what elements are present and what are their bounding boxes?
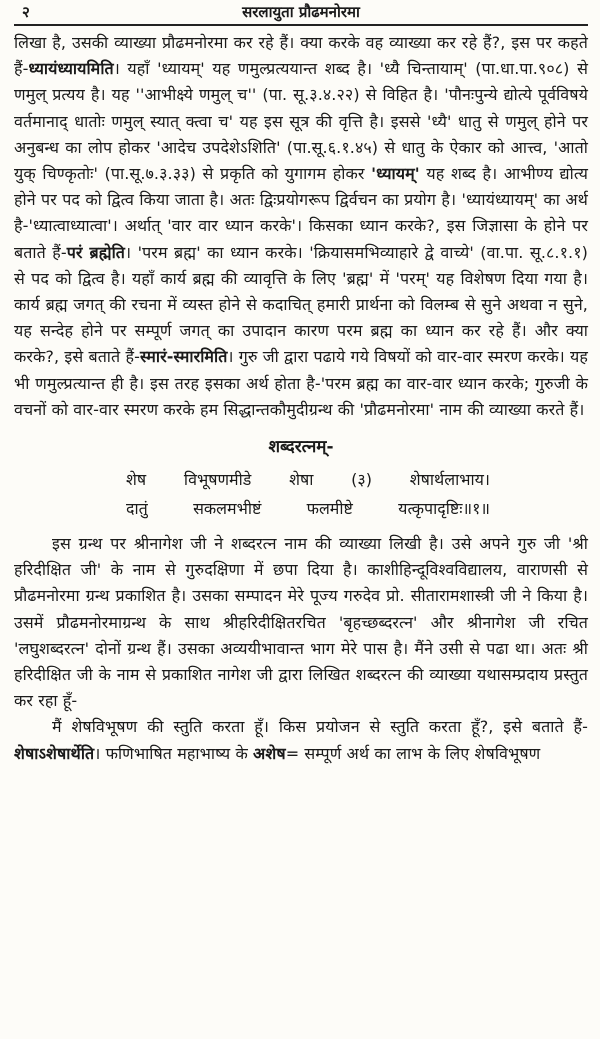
verse-word: शेषार्थलाभाय। (409, 470, 490, 490)
verse-word: फलमीष्टे (306, 499, 353, 519)
verse-word: यत्कृपादृष्टिः॥१॥ (398, 499, 490, 519)
verse-word: शेषा (289, 470, 314, 490)
text-run: । फणिभाषित महाभाष्य के (94, 743, 254, 763)
page-number: २ (22, 3, 30, 21)
text-run: यह शब्द है। आभीण्य द्योत्य होने पर पद को द्वित्व किया जाता है। अतः द्विःप्रयोगरूप द्विर्वचन का प्रयोग है। 'ध्यायंध्यायम्' का अर्थ है-'ध्यात्वाध्यात्वा'। अर्थात् 'वार वार ध्यान करके'। किसका ध्यान करके?, इस जिज्ञासा के होने पर बताते हैं- (14, 164, 588, 262)
header-rule (14, 24, 588, 26)
paragraph-commentary-3 (14, 714, 588, 766)
verse-word: दातुं (126, 499, 148, 519)
verse-word: विभूषणमीडे (183, 470, 252, 490)
bold-term: ध्यायंध्यायमिति (28, 59, 114, 79)
verse-word: (३) (351, 470, 372, 490)
section-heading: शब्दरत्नम्- (268, 437, 334, 458)
page-header (14, 0, 588, 24)
verse-block (14, 465, 588, 523)
bold-term: शेषाऽशेषार्थेति (14, 743, 95, 763)
bold-term: अशेष (253, 743, 286, 763)
text-run: । 'परम ब्रह्म' का ध्यान करके। 'क्रियासमभिव्याहारे द्वे वाच्ये' (वा.पा. सू.८.१.१) से पद को द्वित्व है। यहाँ कार्य ब्रह्म की व्यावृत्ति के लिए 'ब्रह्म' में 'परम्' यह विशेषण दिया गया है। कार्य ब्रह्म जगत् की रचना में व्यस्त होने से कदाचित् हमारी प्रार्थना को विलम्ब से सुने अथवा न सुने, यह सन्देह होने पर सम्पूर्ण जगत् का उपादान कारण परम ब्रह्म का ध्यान कर रहे हैं। और क्या करके?, इसे बताते हैं- (14, 242, 588, 367)
verse-line-1 (14, 465, 588, 494)
paragraph-commentary-2: इस ग्रन्थ पर श्रीनागेश जी ने शब्दरत्न नाम की व्याख्या लिखी है। उसे अपने गुरु जी 'श्री हरिदीक्षित जी' के नाम से गुरुदक्षिणा में छपा दिया है। काशीहिन्दूविश्वविद्यालय, वाराणसी से प्रौढमनोरमा ग्रन्थ प्रकाशित है। उसका सम्पादन मेरे पूज्य गरुदेव प्रो. सीतारामशास्त्री जी ने किया है। उसमें प्रौढमनोरमाग्रन्थ के साथ श्रीहरिदीक्षितरचित 'बृहच्छब्दरत्न' और श्रीनागेश जी रचित 'लघुशब्दरत्न' दोनों ग्रन्थ हैं। उसका अव्ययीभावान्त भाग मेरे पास है। मैंने उसी से पढा था। अतः श्री हरिदीक्षित जी के नाम से प्रकाशित नागेश जी द्वारा लिखित शब्दरत्न की व्याख्या यथासम्प्रदाय प्रस्तुत कर रहा हूँ- (14, 534, 588, 711)
text-run: लिखा है, उसकी व्याख्या प्रौढमनोरमा कर रहे हैं। क्या करके वह व्याख्या कर रहे हैं?, इस पर कहते हैं- (14, 33, 588, 79)
text-run: मैं शेषविभूषण की स्तुति करता हूँ। किस प्रयोजन से स्तुति करता हूँ?, इसे बताते हैं- (52, 717, 588, 737)
text-run: । गुरु जी द्वारा पढाये गये विषयों को वार-वार स्मरण करके। यह भी णमुल्प्रत्यान्त ही है। इस तरह इसका अर्थ होता है-'परम ब्रह्म का वार-वार ध्यान करके; गुरुजी के वचनों को वार-वार स्मरण करके हम सिद्धान्तकौमुदीग्रन्थ की 'प्रौढमनोरमा' नाम की व्याख्या करते हैं। (14, 347, 588, 419)
bold-term: 'ध्यायम्' (371, 164, 420, 184)
bold-term: स्मारं-स्मारमिति (139, 347, 228, 367)
text-run: । यहाँ 'ध्यायम्' यह णमुल्प्रत्ययान्त शब्द है। 'ध्यै चिन्तायाम्' (पा.धा.पा.९०८) से णमुल् प्रत्यय है। यह ''आभीक्ष्ये णमुल् च'' (पा. सू.३.४.२२) से विहित है। 'पौनःपुन्ये द्योत्ये पूर्वविषये वर्तमानाद् धातोः णमुल् स्यात् क्त्वा च' यह इस सूत्र की वृत्ति है। इससे 'ध्यै' धातु से णमुल् होने पर अनुबन्ध का लोप होकर 'आदेच उपदेशेऽशिति' (पा.सू.६.१.४५) से धातु के ऐकार को आत्त्व, 'आतो युक् चिण्कृतोः' (पा.सू.७.३.३३) से प्रकृति को युगागम होकर (14, 59, 588, 184)
running-title: सरलायुता प्रौढमनोरमा (242, 3, 360, 21)
verse-line-2 (14, 494, 588, 523)
paragraph-commentary-1 (14, 30, 588, 423)
bold-term: परं ब्रह्मेति (66, 242, 126, 262)
text-run: = सम्पूर्ण अर्थ का लाभ के लिए शेषविभूषण (285, 743, 541, 763)
verse-word: सकलमभीष्टं (193, 499, 262, 519)
verse-word: शेष (126, 470, 147, 490)
